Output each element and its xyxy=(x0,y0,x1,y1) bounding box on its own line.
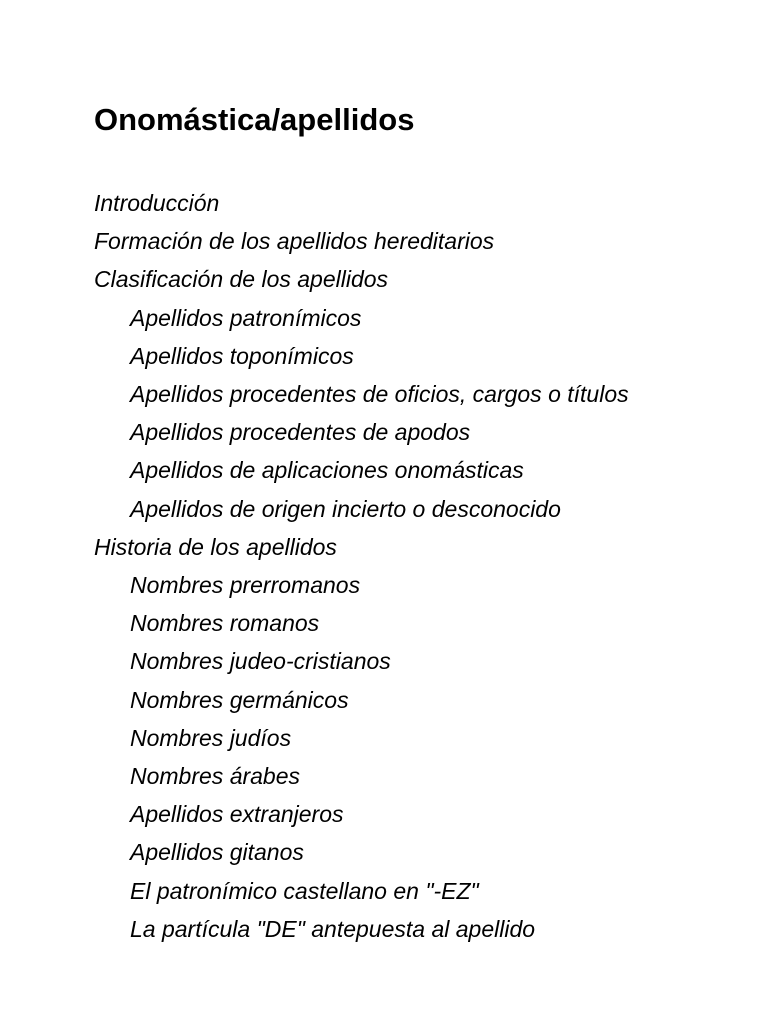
toc-entry-patronimicos[interactable]: Apellidos patronímicos xyxy=(130,304,362,331)
toc-entry-germanicos[interactable]: Nombres germánicos xyxy=(130,686,349,713)
toc-entry-judeo-cristianos[interactable]: Nombres judeo-cristianos xyxy=(130,648,391,675)
toc-entry-origen-incierto[interactable]: Apellidos de origen incierto o desconocido xyxy=(130,495,561,522)
toc-entry-gitanos[interactable]: Apellidos gitanos xyxy=(130,839,304,866)
toc-entry-prerromanos[interactable]: Nombres prerromanos xyxy=(130,572,361,599)
toc-entry-historia[interactable]: Historia de los apellidos xyxy=(94,533,337,560)
table-of-contents xyxy=(94,184,674,948)
toc-entry-introduccion[interactable]: Introducción xyxy=(94,190,220,216)
toc-entry-particula-de[interactable]: La partícula "DE" antepuesta al apellido xyxy=(130,915,536,942)
toc-entry-patronimico-ez[interactable]: El patronímico castellano en "-EZ" xyxy=(130,877,479,904)
toc-entry-extranjeros[interactable]: Apellidos extranjeros xyxy=(130,801,344,828)
toc-entry-clasificacion[interactable]: Clasificación de los apellidos xyxy=(94,266,389,293)
page-title: Onomástica/apellidos xyxy=(94,102,415,137)
toc-entry-aplicaciones-onomasticas[interactable]: Apellidos de aplicaciones onomásticas xyxy=(130,457,524,484)
toc-entry-oficios-cargos-titulos[interactable]: Apellidos procedentes de oficios, cargos o títulos xyxy=(130,381,629,408)
toc-entry-toponimicos[interactable]: Apellidos toponímicos xyxy=(130,342,354,369)
toc-entry-formacion[interactable]: Formación de los apellidos hereditarios xyxy=(94,228,495,255)
toc-entry-romanos[interactable]: Nombres romanos xyxy=(130,610,320,637)
toc-entry-judios[interactable]: Nombres judíos xyxy=(130,724,292,751)
toc-entry-arabes[interactable]: Nombres árabes xyxy=(130,763,301,790)
toc-entry-apodos[interactable]: Apellidos procedentes de apodos xyxy=(130,419,471,446)
